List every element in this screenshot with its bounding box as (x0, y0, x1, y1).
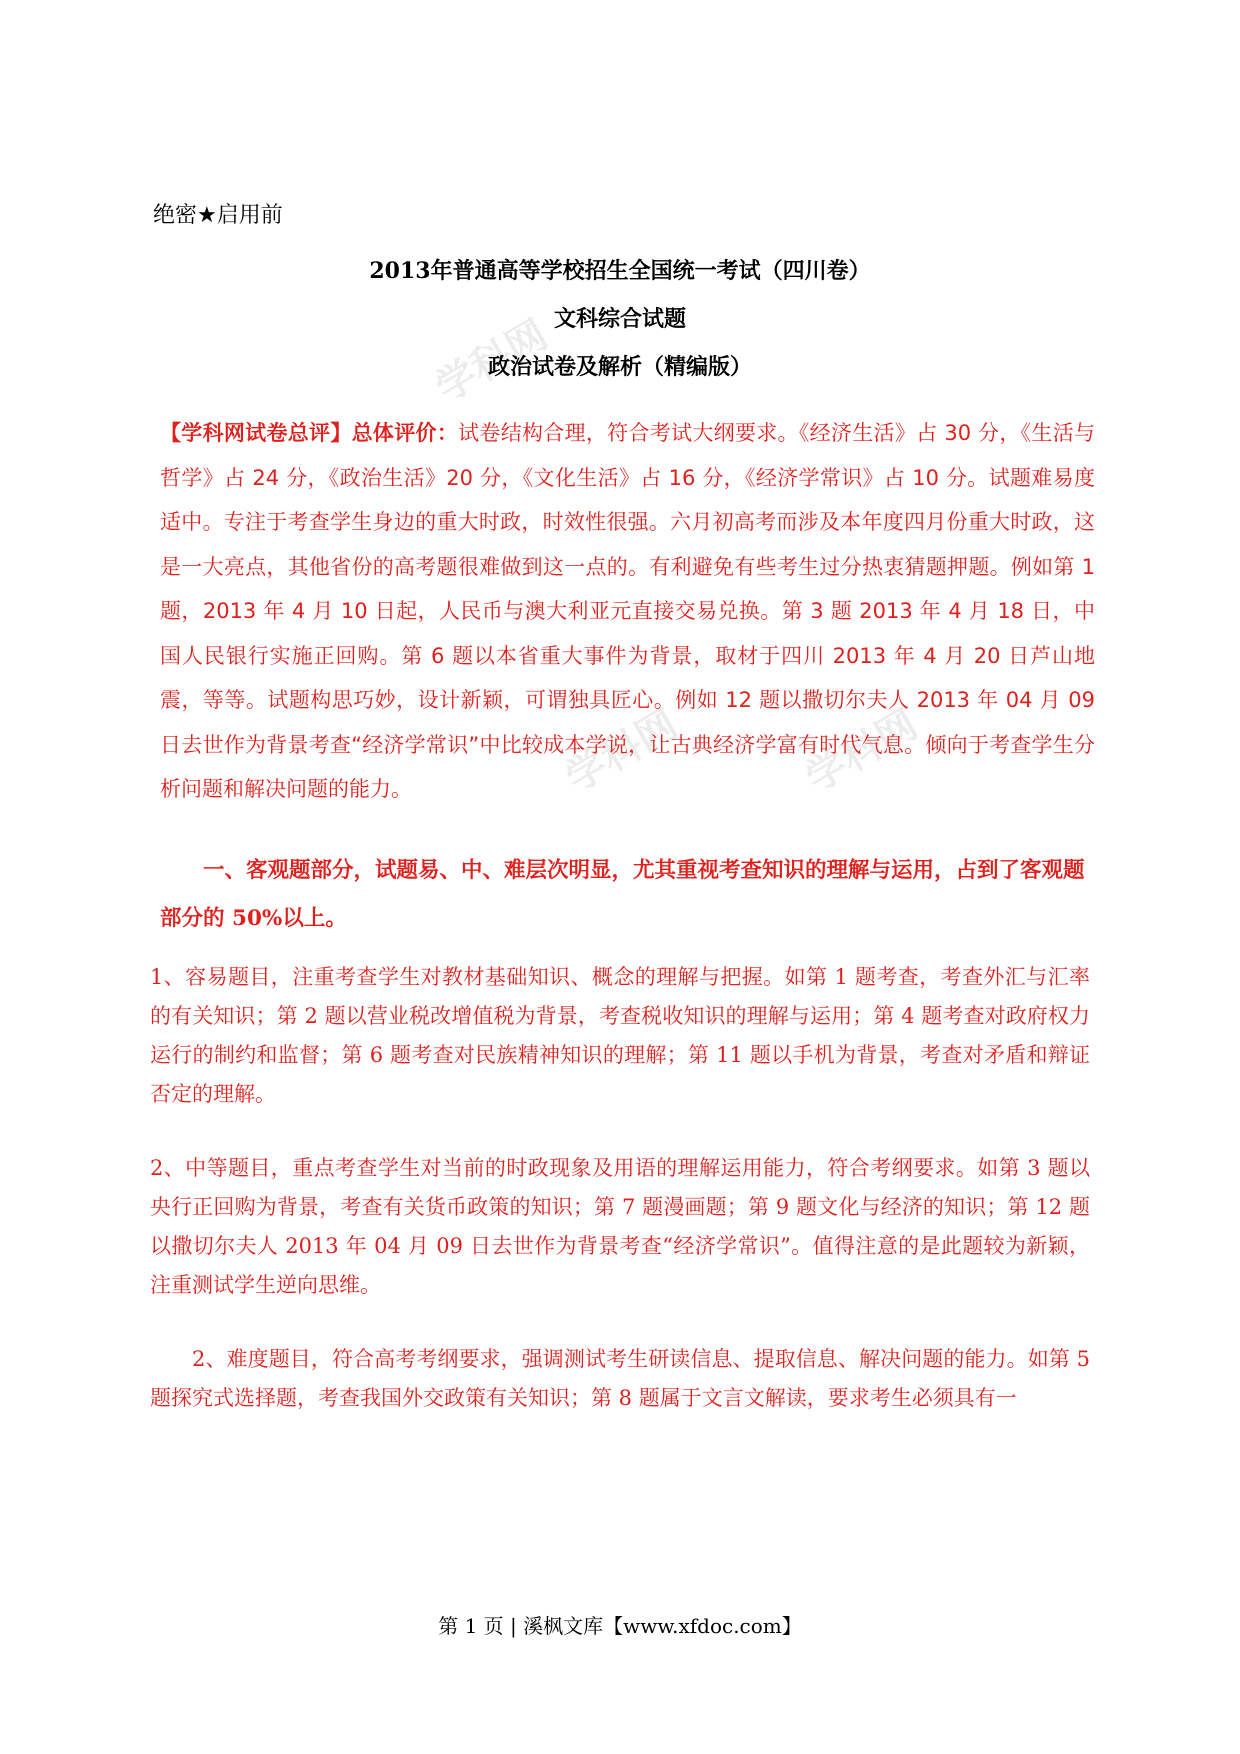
subject-title: 文科综合试题 (553, 306, 686, 332)
confidential-mark: 绝密★启用前 (153, 203, 283, 228)
exam-title: 2013年普通高等学校招生全国统一考试（四川卷） (369, 258, 871, 284)
paragraph-medium-questions: 2、中等题目，重点考查学生对当前的时政现象及用语的理解运用能力，符合考纲要求。如第 3 题以央行正回购为背景，考查有关货币政策的知识；第 7 题漫画题；第 9 题文化与经济的知识；第 12 题以撒切尔夫人 2013 年 04 月 09 日去世作为背景考查“经济学常识”。值得注意的是此题较为新颖，注重测试学生逆向思维。 (150, 1156, 1090, 1297)
page-footer: 第 1 页 | 溪枫文库【www.xfdoc.com】 (438, 1614, 802, 1638)
watermark: 学科网 (558, 701, 686, 802)
watermark: 学科网 (798, 701, 926, 802)
summary-lead: 【学科网试卷总评】总体评价： (160, 421, 459, 445)
summary-paragraph (160, 411, 1095, 812)
summary-text: 试卷结构合理，符合考试大纲要求。《经济生活》占 30 分，《生活与哲学》占 24 分，《政治生活》20 分，《文化生活》占 16 分，《经济学常识》占 10 分。试题难易度适中。专注于考查学生身边的重大时政，时效性很强。六月初高考而涉及本年度四月份重大时政，这是一大亮点，其他省份的高考题很难做到这一点的。有利避免有些考生过分热衷猜题押题。例如第 1 题，2013 年 4 月 10 日起，人民币与澳大利亚元直接交易兑换。第 3 题 2013 年 4 月 18 日，中国人民银行实施正回购。第 6 题以本省重大事件为背景，取材于四川 2013 年 4 月 20 日芦山地震，等等。试题构思巧妙，设计新颖，可谓独具匠心。例如 12 题以撒切尔夫人 2013 年 04 月 09 日去世作为背景考查“经济学常识”中比较成本学说，让古典经济学富有时代气息。倾向于考查学生分析问题和解决问题的能力。 (160, 421, 1096, 801)
section-heading: 一、客观题部分，试题易、中、难层次明显，尤其重视考查知识的理解与运用，占到了客观题部分的 50%以上。 (160, 858, 1085, 931)
paragraph-hard-questions: 2、难度题目，符合高考考纲要求，强调测试考生研读信息、提取信息、解决问题的能力。如第 5 题探究式选择题，考查我国外交政策有关知识；第 8 题属于文言文解读，要求考生必须具有一 (150, 1347, 1090, 1410)
paper-title: 政治试卷及解析（精编版） (487, 354, 752, 380)
watermark: 学科网 (428, 311, 556, 412)
paragraph-easy-questions: 1、容易题目，注重考查学生对教材基础知识、概念的理解与把握。如第 1 题考查，考查外汇与汇率的有关知识；第 2 题以营业税改增值税为背景，考查税收知识的理解与运用；第 4 题考查对政府权力运行的制约和监督；第 6 题考查对民族精神知识的理解；第 11 题以手机为背景，考查对矛盾和辩证否定的理解。 (150, 965, 1090, 1106)
